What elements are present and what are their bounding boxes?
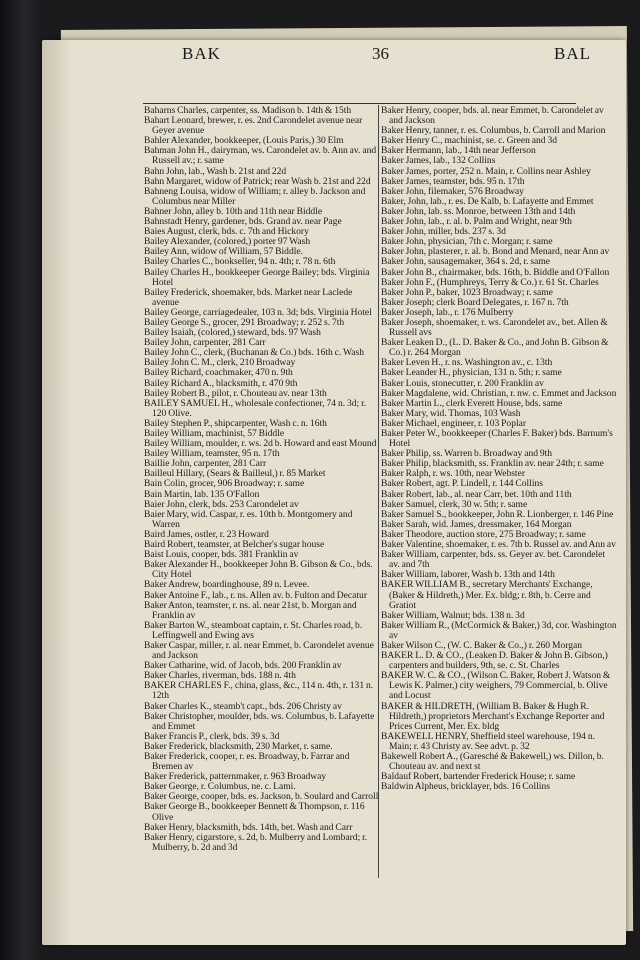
directory-entry: Bahman John H., dairyman, ws. Carondelet av. b. Ann av. and Russell av.; r. same	[144, 145, 377, 167]
directory-entry: Bailey John C., clerk, (Buchanan & Co.) bds. 16th c. Wash	[144, 347, 364, 359]
directory-entry: Baker John P., baker, 1023 Broadway; r. same	[381, 286, 553, 298]
directory-entry: Baker John, filemaker, 576 Broadway	[381, 185, 524, 197]
directory-entry: Bailey Charles H., bookkeeper George Bailey; bds. Virginia Hotel	[144, 266, 370, 288]
directory-entry: Baker Leaken D., (L. D. Baker & Co., and John B. Gibson & Co.) r. 264 Morgan	[381, 337, 609, 359]
directory-entry: Baker Frederick, blacksmith, 230 Market, r. same.	[144, 740, 333, 752]
right-column	[381, 106, 617, 792]
directory-entry: Baker John, physician, 7th c. Morgan; r. same	[381, 236, 553, 248]
directory-entry: Baker Theodore, auction store, 275 Broadway; r. same	[381, 528, 586, 540]
directory-entry: Baker Louis, stonecutter, r. 200 Franklin av	[381, 377, 544, 389]
directory-entry: Bailey Stephen P., shipcarpenter, Wash c. n. 16th	[144, 417, 327, 429]
directory-entry: BAKEWELL HENRY, Sheffield steel warehouse, 194 n. Main; r. 43 Christy av. See advt. p. 32	[381, 730, 595, 752]
directory-entry: Baker Barton W., steamboat captain, r. St. Charles road, b. Leffingwell and Ewing avs	[144, 619, 363, 641]
directory-entry: Baker Robert, agt. P. Lindell, r. 144 Collins	[381, 478, 543, 490]
directory-entry: Baker Henry, cooper, bds. al. near Emmet, b. Carondelet av and Jackson	[381, 105, 604, 127]
page-number: 36	[372, 44, 389, 63]
header-left-guide-word: BAK	[182, 44, 221, 63]
directory-entry: Bahner John, alley b. 10th and 11th near Biddle	[144, 205, 323, 217]
directory-entry: Baker William, carpenter, bds. ss. Geyer av. bet. Carondelet av. and 7th	[381, 549, 606, 571]
directory-entry: Baker Anton, teamster, r. ns. al. near 21st, b. Morgan and Franklin av	[144, 599, 357, 621]
directory-entry: Baker Peter W., bookkeeper (Charles F. Baker) bds. Barnum's Hotel	[381, 428, 613, 450]
directory-entry: Bailey Isaiah, (colored,) steward, bds. 97 Wash	[144, 327, 321, 339]
directory-entry: Bahnstadt Henry, gardener, bds. Grand av. near Page	[144, 216, 342, 228]
book-binding	[0, 0, 40, 960]
directory-entry: Baker Henry C., machinist, se. c. Green and 3d	[381, 135, 558, 147]
directory-entry: Bain Colin, grocer, 906 Broadway; r. same	[144, 478, 305, 490]
directory-entry: Baies August, clerk, bds. c. 7th and Hickory	[144, 226, 309, 238]
directory-entry: BAKER & HILDRETH, (William B. Baker & Hugh R. Hildreth,) proprietors Merchant's Exchange Reporter and Prices Current, Mer. Ex. bldg	[381, 700, 605, 732]
directory-entry: Bailleul Hillary, (Sears & Bailleul,) r. 85 Market	[144, 468, 326, 480]
directory-entry: Baker Samuel S., bookkeeper, John R. Lionberger, r. 146 Pine	[381, 508, 614, 520]
directory-entry: Baker Leven H., r. ns. Washington av., c. 13th	[381, 357, 553, 369]
directory-entry: Baker Henry, tanner, r. es. Columbus, b. Carroll and Marion	[381, 125, 606, 137]
directory-entry: Bailey George S., grocer, 291 Broadway; r. 252 s. 7th	[144, 316, 345, 328]
directory-entry: Bailey Richard A., blacksmith, r. 470 9th	[144, 377, 298, 389]
directory-entry: Baker James, lab., 132 Collins	[381, 155, 496, 167]
directory-entry: Baker Michael, engineer, r. 103 Poplar	[381, 417, 527, 429]
directory-entry: Baker George, cooper, bds. es. Jackson, b. Soulard and Carroll	[144, 791, 379, 803]
directory-entry: Baker Leander H., physician, 131 n. 5th; r. same	[381, 367, 562, 379]
directory-entry: Bailey William, machinist, 57 Biddle	[144, 428, 285, 439]
directory-entry: Baker John, sausagemaker, 364 s. 2d, r. same	[381, 256, 550, 268]
directory-entry: Baker Charles K., steamb't capt., bds. 206 Christy av	[144, 700, 342, 712]
directory-entry: Baker Philip, blacksmith, ss. Franklin av. near 24th; r. same	[381, 458, 604, 470]
directory-entry: Bailey Robert B., pilot, r. Chouteau av. near 13th	[144, 387, 327, 399]
directory-entry: Baker George B., bookkeeper Bennett & Thompson, r. 116 Olive	[144, 801, 365, 823]
directory-entry: Bailey Ann, widow of William, 57 Biddle.	[144, 246, 303, 258]
directory-entry: Bahn Margaret, widow of Patrick; rear Wash b. 21st and 22d	[144, 175, 371, 187]
directory-entry: Baker Catharine, wid. of Jacob, bds. 200 Franklin av	[144, 660, 342, 672]
directory-entry: Baker Frederick, cooper, r. es. Broadway, b. Farrar and Bremen av	[144, 751, 350, 773]
directory-entry: Bain Martin, lab. 135 O'Fallon	[144, 488, 260, 500]
directory-entry: Baker William, Walnut; bds. 138 n. 3d	[381, 609, 525, 621]
directory-entry: Baier Mary, wid. Caspar, r. es. 10th b. Montgomery and Warren	[144, 508, 353, 530]
directory-entry: Baker John, plasterer, r. al. b. Bond and Menard, near Ann av	[381, 246, 610, 258]
directory-entry: Baker Joseph; clerk Board Delegates, r. 167 n. 7th	[381, 296, 569, 308]
directory-entry: Baker Wilson C., (W. C. Baker & Co.,) r. 260 Morgan	[381, 639, 583, 651]
directory-entry: Bahart Leonard, brewer, r. es. 2nd Carondelet avenue near Geyer avenue	[144, 115, 363, 137]
directory-entry: Baker Francis P., clerk, bds. 39 s. 3d	[144, 730, 280, 742]
header-right-guide-word: BAL	[554, 44, 591, 63]
directory-entry: Baker Henry, cigarstore, s. 2d, b. Mulberry and Lombard; r. Mulberry, b. 2d and 3d	[144, 831, 368, 853]
directory-entry: Baker John, lab., r. al. b. Palm and Wright, near 9th	[381, 216, 572, 228]
directory-entry: Baker John, miller, bds. 237 s. 3d	[381, 226, 506, 238]
directory-entry: Bahler Alexander, bookkeeper, (Louis Paris,) 30 Elm	[144, 135, 344, 147]
directory-entry: Baker William, laborer, Wash b. 13th and 14th	[381, 569, 555, 581]
directory-entry: Baker John F., (Humphreys, Terry & Co.) r. 61 St. Charles	[381, 276, 599, 288]
directory-entry: Bahn John, lab., Wash b. 21st and 22d	[144, 165, 287, 177]
directory-entry: Baker Alexander H., bookkeeper John B. Gibson & Co., bds. City Hotel	[144, 559, 373, 581]
directory-entry: Baker Valentine, shoemaker, r. es. 7th b. Russel av. and Ann av	[381, 539, 616, 551]
directory-entry: Baier John, clerk, bds. 253 Carondelet av	[144, 498, 299, 510]
directory-entry: Bailey Alexander, (colored,) porter 97 Wash	[144, 236, 311, 248]
page-header	[100, 44, 591, 66]
directory-entry: Baker Mary, wid. Thomas, 103 Wash	[381, 407, 521, 419]
directory-entry: Baker Joseph, lab., r. 176 Mulberry	[381, 306, 514, 318]
directory-entry: Baker Samuel, clerk, 30 w. 5th; r. same	[381, 498, 528, 510]
directory-entry: Baker Ralph, r. ws. 10th, near Webster	[381, 468, 525, 480]
directory-entry: Baird Robert, teamster, at Belcher's sugar house	[144, 539, 325, 551]
directory-entry: Bailey William, moulder, r. ws. 2d b. Howard and east Mound	[144, 438, 377, 450]
directory-entry: Baillie John, carpenter, 281 Carr	[144, 458, 267, 470]
directory-entry: Bailey William, teamster, 95 n. 17th	[144, 448, 280, 460]
directory-entry: Baker Charles, riverman, bds. 188 n. 4th	[144, 670, 296, 682]
directory-entry: Bailey John C. M., clerk, 210 Broadway	[144, 357, 296, 369]
directory-entry: Bailey Richard, coachmaker, 470 n. 9th	[144, 367, 293, 379]
directory-entry: BAKER CHARLES F., china, glass, &c., 114 n. 4th, r. 131 n. 12th	[144, 680, 374, 702]
directory-entry: Bakewell Robert A., (Garesché & Bakewell,) ws. Dillon, b. Chouteau av. and next st	[381, 751, 604, 773]
directory-entry: BAKER WILLIAM B., secretary Merchants' Exchange, (Baker & Hildreth,) Mer. Ex. bldg; r. 8th, b. Cerre and Gratiot	[381, 579, 593, 611]
directory-entry: Baker, John, lab., r. es. De Kalb, b. Lafayette and Emmet	[381, 195, 594, 207]
directory-entry: Baker Henry, blacksmith, bds. 14th, bet. Wash and Carr	[144, 821, 353, 833]
header-rule	[143, 103, 576, 104]
directory-entry: Baist Louis, cooper, bds. 381 Franklin av	[144, 549, 299, 561]
directory-entry: Bailey Frederick, shoemaker, bds. Market near Laclede avenue	[144, 286, 353, 308]
directory-entry: Baharns Charles, carpenter, ss. Madison b. 14th & 15th	[144, 105, 352, 116]
directory-entry: Baker George, r. Columbus, ne. c. Lami.	[144, 781, 296, 793]
directory-entry: Baird James, ostler, r. 23 Howard	[144, 528, 269, 540]
directory-entry: Baker Robert, lab., al. near Carr, bet. 10th and 11th	[381, 488, 572, 500]
directory-entry: Baker Antoine F., lab., r. ns. Allen av. b. Fulton and Decatur	[144, 589, 367, 601]
directory-entry: Baker Christopher, moulder, bds. ws. Columbus, b. Lafayette and Emmet	[144, 710, 375, 732]
directory-entry: Baker Philip, ss. Warren b. Broadway and 9th	[381, 448, 553, 460]
directory-entry: Baker William R., (McCormick & Baker,) 3d, cor. Washington av	[381, 619, 617, 641]
directory-entry: Baker Magdalene, wid. Christian, r. nw. c. Emmet and Jackson	[381, 387, 617, 399]
directory-entry: Baker John B., chairmaker, bds. 16th, b. Biddle and O'Fallon	[381, 266, 610, 278]
directory-entry: Baker John, lab. ss. Monroe, between 13th and 14th	[381, 205, 576, 217]
directory-entry: Bailey John, carpenter, 281 Carr	[144, 337, 266, 349]
directory-entry: Bailey Charles C., bookseller, 94 n. 4th; r. 78 n. 6th	[144, 256, 336, 268]
directory-entry: Baker Frederick, patternmaker, r. 963 Broadway	[144, 771, 327, 783]
directory-entry: Baldwin Alpheus, bricklayer, bds. 16 Collins	[381, 781, 550, 793]
directory-entry: Baker Sarah, wid. James, dressmaker, 164 Morgan	[381, 518, 572, 530]
directory-entry: Bailey George, carriagedealer, 103 n. 3d; bds. Virginia Hotel	[144, 306, 372, 318]
directory-entry: Baker James, teamster, bds. 95 n. 17th	[381, 175, 525, 187]
directory-entry: Baker Martin L., clerk Everett House, bds. same	[381, 397, 563, 409]
directory-entry: BAILEY SAMUEL H., wholesale confectioner, 74 n. 3d; r. 120 Olive.	[144, 397, 367, 419]
left-column	[144, 106, 380, 853]
directory-entry: Baldauf Robert, bartender Frederick House; r. same	[381, 771, 576, 783]
directory-entry: Baker Joseph, shoemaker, r. ws. Carondelet av., bet. Allen & Russell avs	[381, 316, 608, 339]
directory-entry: Baker James, porter, 252 n. Main, r. Collins near Ashley	[381, 165, 591, 177]
directory-entry: BAKER L. D. & CO., (Leaken D. Baker & John B. Gibson,) carpenters and builders, 9th, se. c. St. Charles	[381, 650, 608, 672]
directory-entry: BAKER W. C. & CO., (Wilson C. Baker, Robert J. Watson & Lewis K. Palmer,) city weighers, 79 Commercial, b. Olive and Locust	[381, 670, 611, 702]
directory-entry: Baker Caspar, miller, r. al. near Emmet, b. Carondelet avenue and Jackson	[144, 639, 374, 662]
directory-entry: Baker Hermann, lab., 14th near Jefferson	[381, 145, 536, 157]
directory-entry: Baker Andrew, boardinghouse, 89 n. Levee.	[144, 579, 310, 591]
directory-entry: Bahneng Louisa, widow of William; r. alley b. Jackson and Columbus near Miller	[144, 185, 366, 207]
